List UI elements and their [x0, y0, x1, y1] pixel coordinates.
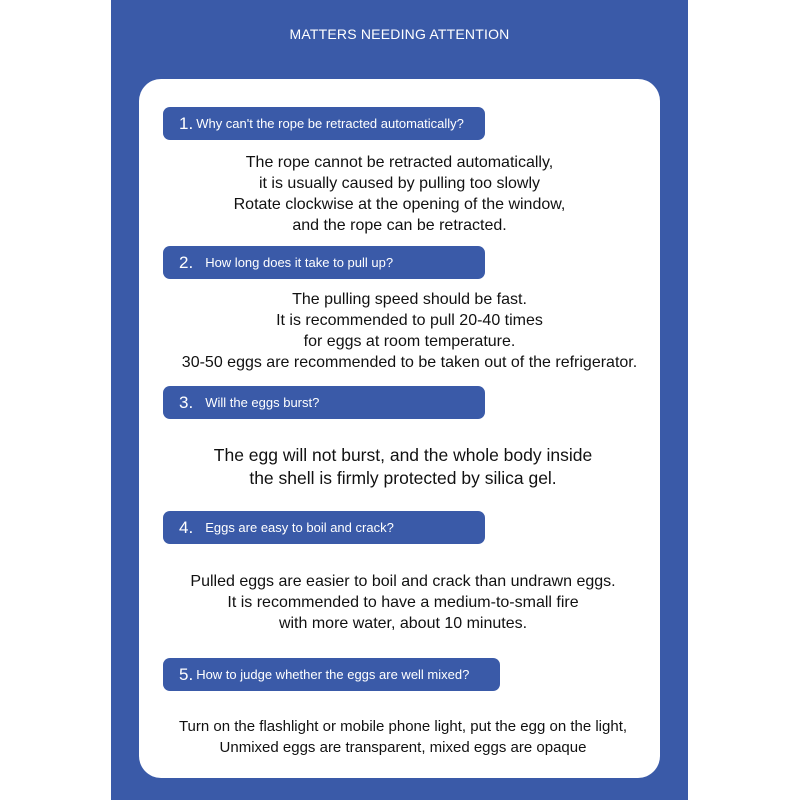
question-5-number: 5.	[179, 664, 194, 684]
question-2-number: 2.	[179, 252, 194, 272]
answer-4-line: It is recommended to have a medium-to-small fire	[227, 594, 579, 611]
answer-5-line: Unmixed eggs are transparent, mixed eggs are opaque	[219, 739, 587, 756]
answer-5-line: Turn on the flashlight or mobile phone light, put the egg on the light,	[178, 718, 628, 735]
question-4-text: Eggs are easy to boil and crack?	[205, 520, 394, 535]
question-2-text: How long does it take to pull up?	[205, 255, 394, 270]
question-4-number: 4.	[179, 517, 194, 537]
question-3-banner	[163, 386, 485, 419]
question-5-text: How to judge whether the eggs are well mixed?	[196, 667, 470, 682]
answer-3-line: the shell is firmly protected by silica gel.	[249, 468, 557, 488]
answer-2	[139, 289, 680, 373]
question-1-banner	[163, 107, 485, 140]
answer-3	[139, 444, 667, 490]
answer-1-line: The rope cannot be retracted automatically,	[245, 154, 554, 171]
question-2-banner	[163, 246, 485, 279]
answer-4-line: with more water, about 10 minutes.	[278, 615, 528, 632]
answer-4	[139, 571, 667, 634]
page-title: MATTERS NEEDING ATTENTION	[289, 26, 510, 42]
answer-5	[139, 716, 667, 758]
answer-1-line: and the rope can be retracted.	[292, 217, 507, 234]
answer-3-line: The egg will not burst, and the whole body inside	[213, 445, 593, 465]
answer-1	[139, 152, 660, 236]
answer-1-line: it is usually caused by pulling too slowly	[258, 175, 541, 192]
question-3-text: Will the eggs burst?	[205, 395, 320, 410]
answer-2-line: 30-50 eggs are recommended to be taken out of the refrigerator.	[181, 354, 638, 371]
question-3-number: 3.	[179, 392, 194, 412]
answer-4-line: Pulled eggs are easier to boil and crack than undrawn eggs.	[190, 573, 616, 590]
answer-1-line: Rotate clockwise at the opening of the window,	[233, 196, 566, 213]
question-1-number: 1.	[179, 113, 194, 133]
answer-2-line: It is recommended to pull 20-40 times	[276, 312, 543, 329]
answer-2-line: for eggs at room temperature.	[303, 333, 516, 350]
answer-2-line: The pulling speed should be fast.	[292, 291, 527, 308]
question-5-banner	[163, 658, 500, 691]
question-1-text: Why can't the rope be retracted automatically?	[196, 116, 464, 131]
question-4-banner	[163, 511, 485, 544]
